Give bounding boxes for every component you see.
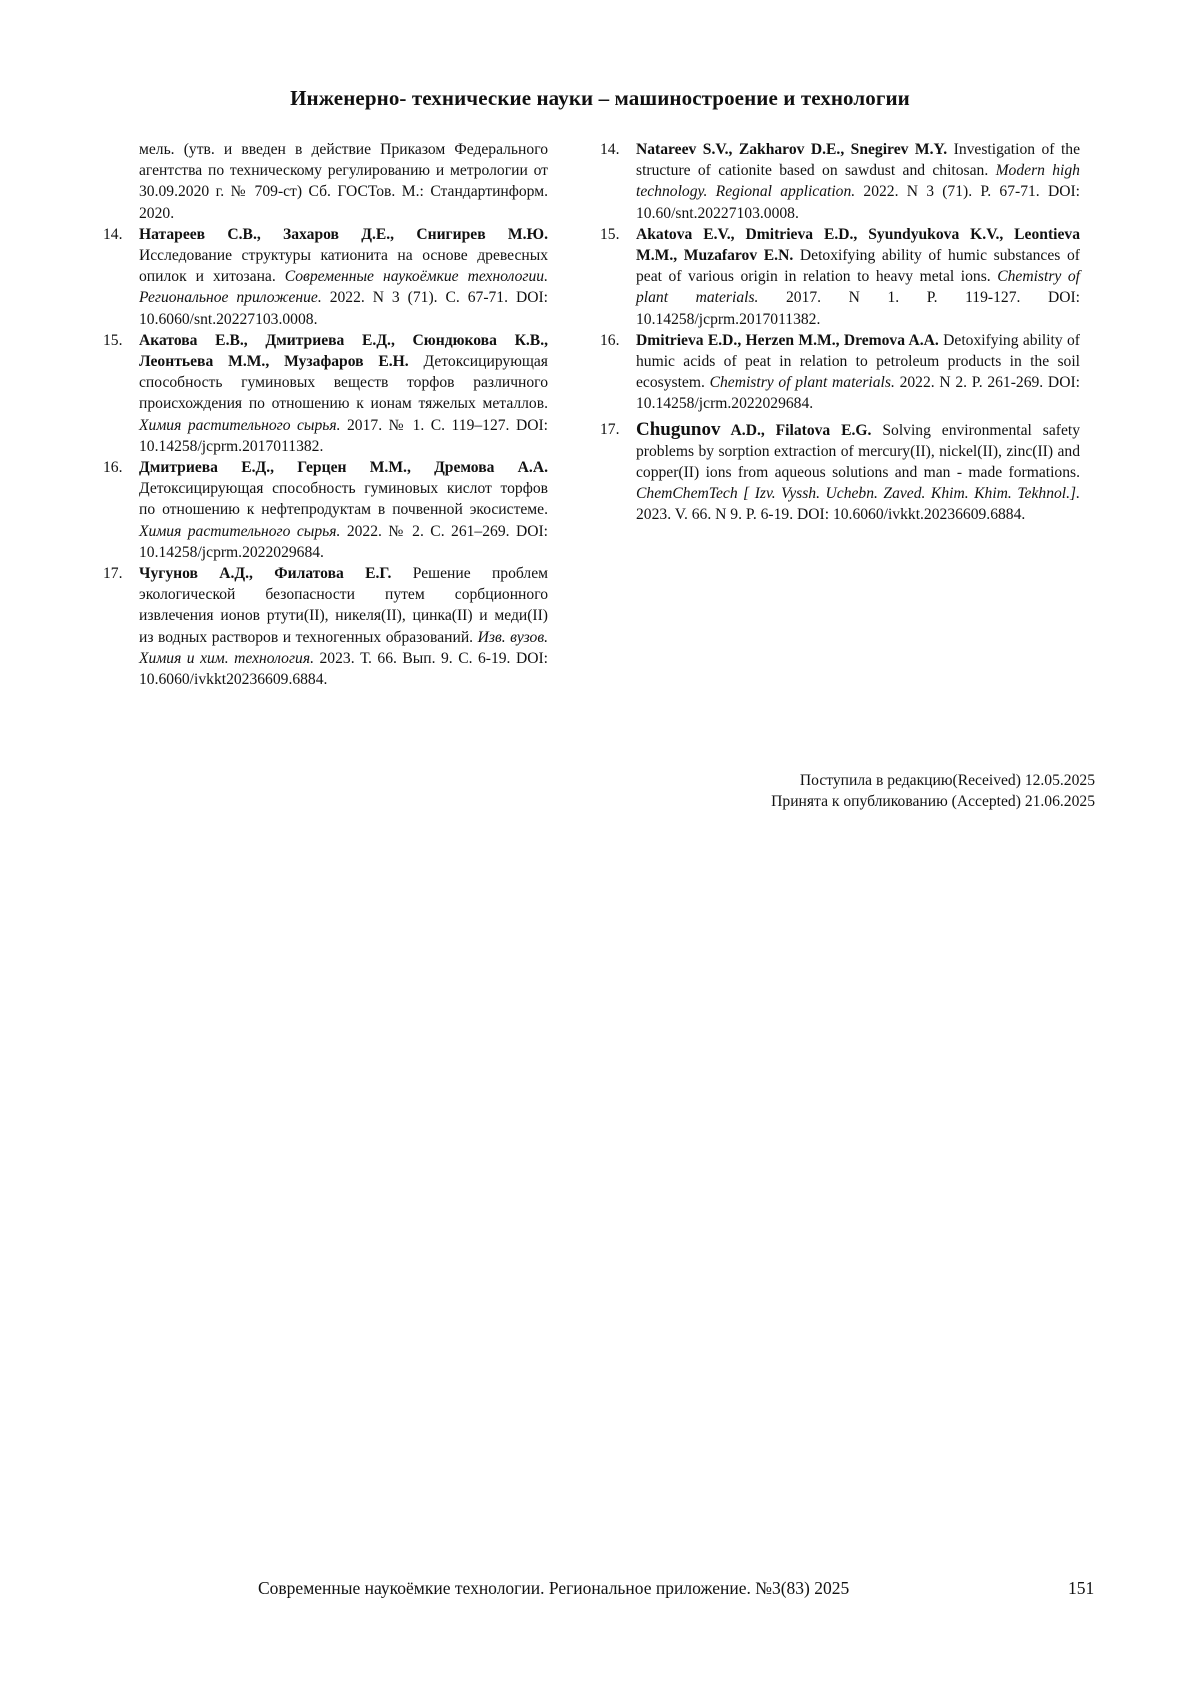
reference-source: Chemistry of plant materials. (636, 268, 1080, 307)
reference-title: Детоксицирующая способность гуминовых кислот торфов по отношению к нефтепродуктам в почвенной экосистеме. (139, 480, 548, 519)
reference-details: 2017. N 1. P. 119-127. DOI: 10.14258/jcprm.2017011382. (636, 289, 1080, 328)
submission-dates (771, 770, 1095, 812)
reference-authors: Natareev S.V., Zakharov D.E., Snegirev M.Y. (636, 141, 948, 158)
reference-details: 2022. N 3 (71). С. 67-71. DOI: 10.6060/snt.20227103.0008. (139, 289, 548, 328)
journal-name: Современные наукоёмкие технологии. Региональное приложение. №3(83) 2025 (258, 1578, 850, 1598)
reference-authors-surname: Chugunov (636, 418, 721, 440)
reference-number: 16. (600, 331, 620, 349)
reference-number: 15. (103, 331, 123, 349)
reference-number: 16. (103, 459, 123, 477)
received-date: Поступила в редакцию(Received) 12.05.2025 (799, 772, 1095, 789)
reference-authors: Дмитриева Е.Д., Герцен М.М., Дремова А.А. (139, 459, 548, 477)
reference-title: Исследование структуры катионита на основе древесных опилок и хитозана. (139, 247, 548, 286)
reference-number: 15. (600, 225, 620, 243)
reference-source: Химия растительного сырья. (139, 522, 341, 540)
reference-source: Chemistry of plant materials. (709, 374, 895, 392)
reference-details: 2017. № 1. С. 119–127. DOI: 10.14258/jcprm.2017011382. (139, 416, 548, 455)
page-number: 151 (1068, 1578, 1095, 1598)
reference-authors: Акатова Е.В., Дмитриева Е.Д., Сюндюкова К.В., Леонтьева М.М., Музафаров Е.Н. (139, 331, 548, 371)
reference-source: Изв. вузов. Химия и хим. технология. (139, 628, 548, 667)
reference-details: 2022. № 2. С. 261–269. DOI: 10.14258/jcprm.2022029684. (139, 522, 548, 561)
reference-authors: A.D., Filatova E.G. (720, 421, 872, 439)
reference-title: Investigation of the structure of cationite based on sawdust and chitosan. (636, 141, 1080, 180)
reference-source: Современные наукоёмкие технологии. Региональное приложение. (139, 268, 548, 307)
reference-title: Solving environmental safety problems by sorption extraction of mercury(II), nickel(II), zinc(II) and copper(II) ions from aqueous solutions and man - made formations. (636, 421, 1080, 482)
reference-source: Modern high technology. Regional application. (636, 162, 1080, 201)
reference-details: 2022. N 2. P. 261-269. DOI: 10.14258/jcrm.2022029684. (636, 374, 1080, 413)
reference-authors: Чугунов А.Д., Филатова Е.Г. (139, 565, 392, 583)
reference-authors: Dmitrieva E.D., Herzen M.M., Dremova A.A. (636, 331, 939, 349)
reference-details: 2023. V. 66. N 9. P. 6-19. DOI: 10.6060/ivkkt.20236609.6884. (636, 506, 1026, 524)
reference-item (103, 330, 548, 457)
reference-title: Детоксицирующая способность гуминовых веществ торфов различного происхождения по отношению к ионам тяжелых металлов. (139, 353, 548, 413)
reference-item (600, 224, 1080, 330)
reference-item (600, 139, 1080, 224)
reference-title: Detoxifying ability of humic acids of peat in relation to petroleum products in the soil ecosystem. (636, 331, 1080, 392)
reference-title: Решение проблем экологической безопасности путем сорбционного извлечения ионов ртути(II), никеля(II), цинка(II) и меди(II) из водных растворов и техногенных образований. (139, 565, 548, 646)
reference-continuation: мель. (утв. и введен в действие Приказом Федерального агентства по техническому регулированию и метрологии от 30.09.2020 г. № 709-ст) Сб. ГОСТов. М.: Стандартинформ. 2020. (139, 141, 548, 222)
reference-authors: Натареев С.В., Захаров Д.Е., Снигирев М.Ю. (139, 225, 548, 243)
reference-number: 14. (600, 141, 620, 158)
reference-number: 14. (103, 225, 123, 243)
references-english (600, 139, 1080, 526)
reference-number: 17. (600, 420, 620, 438)
reference-number: 17. (103, 565, 123, 583)
reference-item (103, 457, 548, 563)
reference-item (600, 419, 1080, 526)
reference-item (600, 330, 1080, 415)
reference-authors: Akatova E.V., Dmitrieva E.D., Syundyukova K.V., Leontieva M.M., Muzafarov E.N. (636, 225, 1080, 265)
reference-item (103, 224, 548, 330)
reference-details: 2023. Т. 66. Вып. 9. С. 6-19. DOI: 10.6060/ivkkt20236609.6884. (139, 649, 548, 689)
accepted-date: Принята к опубликованию (Accepted) 21.06.2025 (771, 793, 1095, 810)
reference-source: Химия растительного сырья. (139, 416, 341, 434)
reference-details: 2022. N 3 (71). P. 67-71. DOI: 10.60/snt.20227103.0008. (636, 183, 1080, 222)
running-header: Инженерно- технические науки – машиностроение и технологии (290, 86, 910, 110)
references-russian (103, 139, 548, 690)
reference-source: ChemChemTech [ Izv. Vyssh. Uchebn. Zaved. Khim. Khim. Tekhnol.]. (636, 485, 1080, 503)
reference-title: Detoxifying ability of humic substances of peat of various origin in relation to heavy metal ions. (636, 247, 1080, 286)
reference-item (103, 563, 548, 690)
